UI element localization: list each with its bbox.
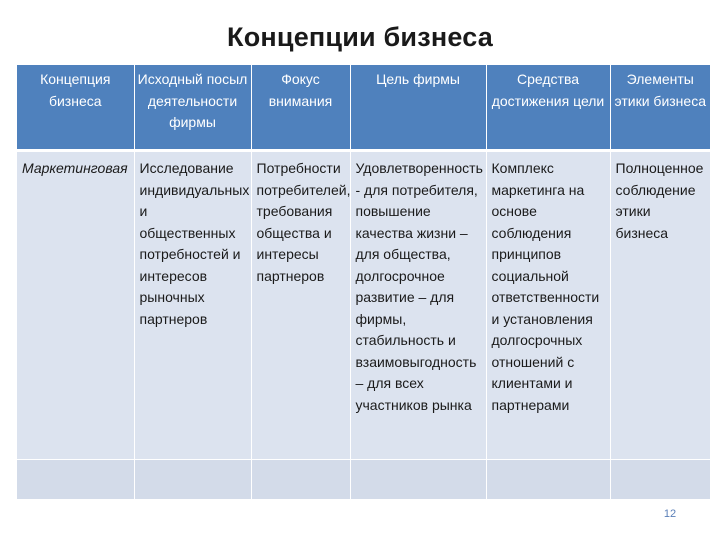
header-focus: Фокус внимания	[251, 65, 350, 151]
page-number: 12	[663, 508, 677, 520]
table-empty-row	[17, 460, 710, 499]
header-concept: Концепция бизнеса	[17, 65, 134, 151]
cell-premise: Исследование индивидуальных и общественных потребностей и интересов рыночных партнеров	[134, 151, 251, 460]
header-goal: Цель фирмы	[350, 65, 486, 151]
table-header-row	[17, 65, 710, 151]
header-means: Средства достижения цели	[486, 65, 610, 151]
concepts-table	[17, 65, 710, 499]
header-premise: Исходный посыл деятельности фирмы	[134, 65, 251, 151]
cell-focus: Потребности потребителей, требования общества и интересы партнеров	[251, 151, 350, 460]
cell-means: Комплекс маркетинга на основе соблюдения принципов социальной ответственности и установления долгосрочных отношений с клиентами и партнерами	[486, 151, 610, 460]
concepts-table-container	[17, 65, 710, 499]
cell-concept: Маркетинговая	[17, 151, 134, 460]
cell-goal: Удовлетворенность - для потребителя, повышение качества жизни – для общества, долгосрочное развитие – для фирмы, стабильность и взаимовыгодность – для всех участников рынка	[350, 151, 486, 460]
slide-title: Концепции бизнеса	[227, 22, 493, 52]
header-ethics: Элементы этики бизнеса	[610, 65, 710, 151]
cell-ethics: Полноценное соблюдение этики бизнеса	[610, 151, 710, 460]
table-row	[17, 151, 710, 460]
